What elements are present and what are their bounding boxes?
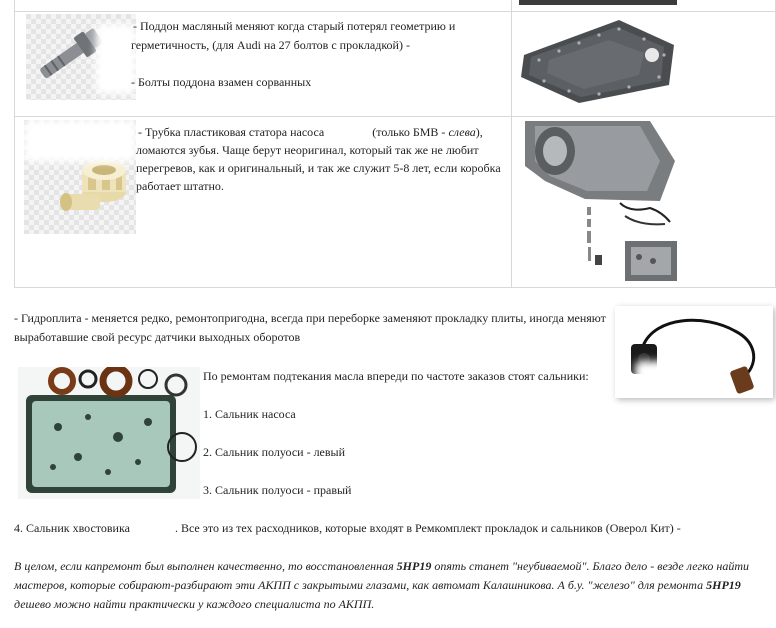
tube-line-1c: слева [448, 125, 476, 139]
seal-item-4b: . Все это из тех расходников, которые входят в Ремкомплект прокладок и сальников (Оверол Кит) - [174, 521, 681, 535]
hydro-line-1: - Гидроплита - меняется редко, ремонтопригодна, всегда при переборке заменяют прокладку плиты, иногда меняют [14, 311, 606, 325]
seal-item-4a: 4. Сальник хвостовика [14, 521, 130, 535]
conclusion-line-3: дешево можно найти практически у каждого специалиста по АКПП. [14, 597, 375, 611]
bolts-text: - Болты поддона взамен сорванных [131, 75, 312, 89]
bolt-image [26, 14, 136, 100]
hydro-line-2: выработавшие свой ресурс датчики выходных оборотов [14, 330, 301, 344]
conclusion-l2b: 5HP19 [706, 578, 741, 592]
transmission-image [525, 121, 677, 281]
prev-row-image [519, 0, 677, 5]
tube-line-2: ломаются зубья. Чаще берут неоригинал, который так же не любит [136, 143, 479, 157]
seals-intro: По ремонтам подтекания масла впереди по частоте заказов стоят сальники: [203, 369, 589, 383]
gasket-kit-image [18, 367, 200, 499]
tube-line-1d: ), [475, 125, 483, 139]
seal-item-3: 3. Сальник полуоси - правый [203, 483, 352, 497]
conclusion-l1a: В целом, если капремонт был выполнен качественно, то восстановленная [14, 559, 397, 573]
pan-text-2: герметичность, (для Audi на 27 болтов с прокладкой) - [131, 38, 410, 52]
conclusion-l2: мастеров, которые собирают-разбирают эти АКПП с закрытыми глазами, как автомат Калашникова. А б.у. "железо" для ремонта [14, 578, 707, 592]
conclusion-line-2 [14, 575, 741, 595]
tube-line-1a: - Трубка пластиковая статора насоса [138, 125, 325, 139]
pan-text: - Поддон масляный меняют когда старый потерял геометрию и [133, 19, 456, 33]
seal-item-2: 2. Сальник полуоси - левый [203, 445, 346, 459]
conclusion-line-1 [14, 556, 749, 576]
conclusion-l1c: опять станет "неубиваемой". Благо дело - везде легко найти [431, 559, 750, 573]
tube-line-4: работает штатно. [136, 179, 224, 193]
speed-sensor-image [615, 306, 773, 398]
seal-item-1: 1. Сальник насоса [203, 407, 296, 421]
tube-line-1 [138, 122, 483, 142]
conclusion-l1b: 5HP19 [396, 559, 432, 573]
stator-tube-image [24, 120, 136, 234]
tube-line-3: перегревов, как и оригинальный, и так же служит 5-8 лет, если коробка [136, 161, 501, 175]
oil-pan-image [519, 15, 676, 105]
tube-line-1b: (только БМВ - [372, 125, 449, 139]
seal-item-4 [14, 518, 681, 538]
